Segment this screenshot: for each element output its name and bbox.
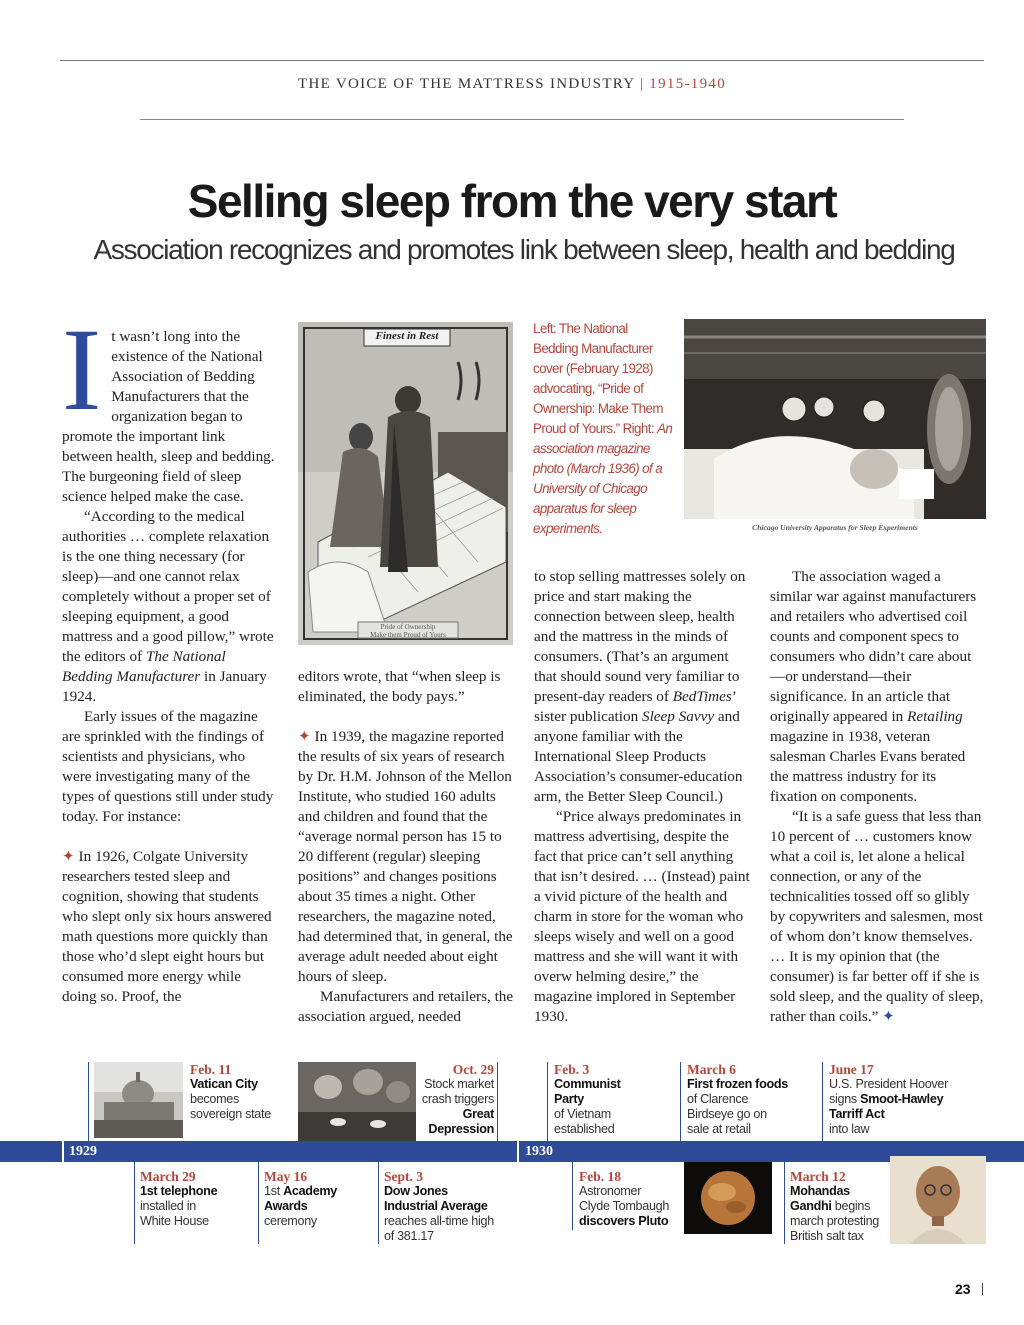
paragraph: Early issues of the magazine are sprinkled with the findings of scientists and physicians, who were investigating many of the types of questions still under study today. For instance:	[62, 708, 274, 825]
timeline-year-divider	[517, 1141, 519, 1162]
vatican-dome-image	[94, 1062, 183, 1138]
event-text: Stock market crash triggers	[421, 1077, 494, 1106]
paragraph	[770, 807, 986, 1027]
timeline-tick	[784, 1162, 785, 1244]
timeline-tick	[88, 1062, 89, 1142]
timeline-tick	[680, 1062, 681, 1142]
page-number-rule	[982, 1283, 983, 1295]
pluto-photo	[684, 1162, 772, 1234]
timeline-event	[384, 1169, 504, 1244]
gandhi-portrait-image	[890, 1156, 986, 1244]
paragraph	[62, 507, 278, 707]
event-date: Oct. 29	[452, 1062, 494, 1077]
timeline-event	[790, 1169, 885, 1244]
event-text: reaches all-time high of 381.17	[384, 1214, 494, 1243]
timeline-tick	[572, 1162, 573, 1230]
timeline-year-divider	[62, 1141, 64, 1162]
kicker-years: 1915-1940	[649, 76, 726, 92]
event-highlight: Vatican City	[190, 1077, 258, 1091]
star-icon: ✦	[62, 848, 75, 865]
vatican-city-photo	[94, 1062, 183, 1138]
event-highlight: 1st telephone	[140, 1184, 218, 1198]
paragraph	[298, 727, 515, 987]
kicker-text: THE VOICE OF THE MATTRESS INDUSTRY	[297, 76, 635, 92]
paragraph-text: to stop selling mattresses solely on price and start making the connection between sleep, health and the mattress in the minds of consumers. (That’s an argument that should sound very familiar to present-day readers of	[534, 568, 746, 705]
paragraph-text: In 1939, the magazine reported the results of six years of research by Dr. H.M. Johnson of the Mellon Institute, who studied 160 adults and children and found that the “average normal person has 15 to 20 different (regular) sleeping positions” and changes positions about 35 times a night. Other researchers, the magazine noted, had determined that, in general, the average adult needed about eight hours of sleep.	[298, 728, 513, 985]
paragraph: Manufacturers and retailers, the association argued, needed	[298, 988, 514, 1025]
paragraph-text: magazine in 1938, veteran salesman Charles Evans berated the mattress industry for its fixation on components.	[770, 728, 966, 805]
event-date: Feb. 3	[554, 1062, 590, 1077]
gandhi-photo	[890, 1156, 986, 1244]
kicker-rule	[140, 119, 904, 120]
page-number: 23	[955, 1281, 971, 1297]
event-date: May 16	[264, 1169, 308, 1184]
event-text: becomes sovereign state	[190, 1092, 271, 1121]
timeline-event	[264, 1169, 364, 1229]
event-highlight: Communist Party	[554, 1077, 621, 1106]
event-date: June 17	[829, 1062, 874, 1077]
caption-left: Left: The National Bedding Manufacturer cover (February 1928) advocating, “Pride of Ownership: Make Them Proud of Yours.”	[533, 321, 663, 436]
event-text: begins march protesting British salt tax	[790, 1199, 879, 1243]
timeline-tick	[822, 1062, 823, 1142]
magazine-cover-image	[298, 322, 513, 645]
sleep-apparatus-photo	[684, 319, 986, 537]
timeline-bar	[0, 1141, 1024, 1162]
paragraph-text: The association waged a similar war against manufacturers and retailers who advertised coil counts and component specs to consumers who didn’t care about—or understand—their significance. In an article that originally appeared in	[770, 568, 977, 725]
paragraph	[770, 567, 986, 807]
star-icon: ✦	[298, 728, 311, 745]
event-highlight: Great Depression	[428, 1107, 494, 1136]
subheadline: Association recognizes and promotes link between sleep, health and bedding	[93, 234, 955, 265]
article-column-4	[770, 567, 986, 1027]
timeline-year-1929: 1929	[69, 1144, 97, 1159]
caption-right-label: Right:	[622, 421, 658, 436]
event-text: U.S. President Hoover signs	[829, 1077, 948, 1106]
drop-cap: I	[62, 304, 102, 435]
paragraph-text: In 1926, Colgate University researchers tested sleep and cognition, showing that students who slept only six hours answered math questions more quickly than those who’d slept eight hours but consumed more energy while doing so. Proof, the	[62, 848, 272, 1005]
event-highlight: Dow Jones Industrial Average	[384, 1184, 488, 1213]
timeline-event	[394, 1062, 494, 1137]
timeline-event	[687, 1062, 805, 1137]
timeline-tick	[378, 1162, 379, 1244]
end-mark-icon: ✦	[882, 1008, 895, 1025]
timeline-tick	[258, 1162, 259, 1244]
event-text: into law	[829, 1122, 870, 1136]
publication-title: BedTimes	[672, 688, 732, 705]
event-highlight: First frozen foods	[687, 1077, 788, 1091]
event-highlight: Smoot-Hawley Tarriff Act	[829, 1092, 944, 1121]
event-text: of Vietnam established	[554, 1107, 615, 1136]
paragraph-text: and anyone familiar with the International Sleep Products Association’s consumer-education arm, the Better Sleep Council.)	[534, 708, 743, 805]
article-column-3	[534, 567, 752, 1027]
timeline-tick	[497, 1062, 498, 1142]
event-date: Feb. 11	[190, 1062, 232, 1077]
event-date: March 6	[687, 1062, 736, 1077]
top-rule	[60, 60, 984, 61]
timeline-event	[140, 1169, 250, 1229]
timeline-event	[190, 1062, 290, 1122]
paragraph	[62, 847, 278, 1007]
article-column-1	[62, 304, 278, 1007]
event-highlight: discovers Pluto	[579, 1214, 669, 1228]
timeline-tick	[547, 1062, 548, 1142]
event-highlight: Academy Awards	[264, 1184, 338, 1213]
publication-title: The National Bedding Manufacturer	[62, 648, 226, 685]
event-text: Astronomer Clyde Tombaugh	[579, 1184, 670, 1213]
bedroom-illustration	[298, 322, 513, 645]
paragraph	[62, 304, 278, 507]
event-text: ceremony	[264, 1214, 317, 1228]
paragraph: “Price always predominates in mattress advertising, despite the fact that price can’t sell anything that isn’t desired. … (Instead) paint a vivid picture of the health and charm in store for the woman who sleeps wisely and well on a good mattress and she will want it with overw helming desire,” the magazine implored in September 1930.	[534, 808, 750, 1025]
paragraph-text: ’ sister publication	[534, 688, 736, 725]
paragraph-text: “It is a safe guess that less than 10 percent of … customers know what a coil is, let alone a helical connection, or any of the technicalities tossed off so glibly by copywriters and salesmen, most of whom don’t know themselves. … It is my opinion that (the consumer) is far better off if she is sold sleep, and the quality of sleep, rather than coils.”	[770, 808, 984, 1025]
event-date: Feb. 18	[579, 1169, 621, 1184]
event-text: 1st	[264, 1184, 280, 1198]
article-column-2	[298, 667, 515, 1027]
event-text: installed in White House	[140, 1199, 209, 1228]
sleep-lab-image	[684, 319, 986, 519]
paragraph	[534, 567, 752, 807]
cover-banner: Finest in Rest	[375, 330, 439, 342]
timeline-tick	[134, 1162, 135, 1244]
paragraph: editors wrote, that “when sleep is eliminated, the body pays.”	[298, 668, 501, 705]
paragraph-text: t wasn’t long into the existence of the National Association of Bedding Manufacturers that the organization began to promote the important link between health, sleep and bedding. The burgeoning field of sleep science helped make the case.	[62, 328, 275, 505]
event-highlight: Mohandas Gandhi	[790, 1184, 850, 1213]
photo-caption-text: Chicago University Apparatus for Sleep Experiments	[752, 523, 918, 532]
caption-right-text: An association magazine photo (March 1936) of a University of Chicago apparatus for sleep experiments.	[533, 421, 673, 536]
event-date: March 12	[790, 1169, 846, 1184]
headline: Selling sleep from the very start	[187, 175, 837, 227]
timeline-event	[829, 1062, 954, 1137]
timeline-event	[579, 1169, 679, 1229]
kicker-separator: |	[639, 76, 645, 92]
event-date: March 29	[140, 1169, 196, 1184]
timeline-event	[554, 1062, 664, 1137]
paragraph-text: “According to the medical authorities … complete relaxation is the one thing necessary (for sleep)—and one cannot relax completely without a proper set of sleeping equipment, a good mattress and a good pillow,” wrote the editors of	[62, 508, 274, 665]
event-text: of Clarence Birdseye go on sale at retail	[687, 1092, 767, 1136]
timeline-year-1930: 1930	[525, 1144, 553, 1159]
publication-title: Retailing	[907, 708, 963, 725]
paragraph-text: in January 1924.	[62, 668, 267, 705]
cover-caption-line-2: Make them Proud of Yours	[370, 631, 446, 639]
publication-title: Sleep Savvy	[641, 708, 715, 725]
event-date: Sept. 3	[384, 1169, 424, 1184]
cover-caption-line-1: Pride of Ownership	[380, 623, 436, 631]
section-kicker	[0, 76, 1024, 93]
photo-caption	[533, 319, 675, 539]
pluto-image	[684, 1162, 772, 1234]
